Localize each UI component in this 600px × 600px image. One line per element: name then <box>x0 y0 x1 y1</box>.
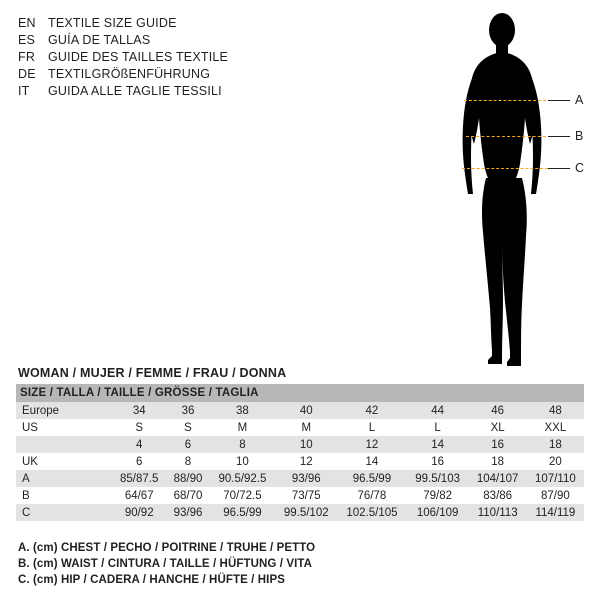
cell: 99.5/102 <box>275 504 337 521</box>
language-code: ES <box>18 33 36 47</box>
cell: 6 <box>112 453 166 470</box>
table-header-cell: SIZE / TALLA / TAILLE / GRÖSSE / TAGLIA <box>16 384 584 402</box>
language-title: TEXTILGRÖßENFÜHRUNG <box>48 67 211 81</box>
cell: 104/107 <box>469 470 527 487</box>
measurement-notes <box>18 540 578 588</box>
cell: 12 <box>337 436 406 453</box>
cell: 8 <box>210 436 276 453</box>
row-label: A <box>16 470 112 487</box>
hip-label: C <box>575 161 585 175</box>
cell: 76/78 <box>337 487 406 504</box>
language-title: GUÍA DE TALLAS <box>48 33 151 47</box>
row-label: Europe <box>16 402 112 419</box>
cell: 83/86 <box>469 487 527 504</box>
row-label: B <box>16 487 112 504</box>
cell: 88/90 <box>166 470 209 487</box>
size-table <box>16 384 584 521</box>
hip-lead-line <box>548 168 570 169</box>
cell: 114/119 <box>527 504 584 521</box>
body-figure <box>430 8 590 368</box>
cell: 64/67 <box>112 487 166 504</box>
waist-measure-line <box>466 136 546 137</box>
cell: 79/82 <box>407 487 469 504</box>
row-label: US <box>16 419 112 436</box>
female-silhouette-icon <box>430 8 590 368</box>
table-row <box>16 487 584 504</box>
cell: L <box>337 419 406 436</box>
language-title: GUIDA ALLE TAGLIE TESSILI <box>48 84 222 98</box>
language-title: TEXTILE SIZE GUIDE <box>48 16 177 30</box>
cell: 70/72.5 <box>210 487 276 504</box>
cell: 20 <box>527 453 584 470</box>
cell: 10 <box>210 453 276 470</box>
cell: 14 <box>407 436 469 453</box>
cell: 44 <box>407 402 469 419</box>
language-code: FR <box>18 50 36 64</box>
note-chest: A. (cm) CHEST / PECHO / POITRINE / TRUHE / PETTO <box>18 542 316 554</box>
cell: XL <box>469 419 527 436</box>
table-row <box>16 419 584 436</box>
cell: 102.5/105 <box>337 504 406 521</box>
cell: 90/92 <box>112 504 166 521</box>
table-row <box>16 402 584 419</box>
language-list <box>18 16 318 101</box>
cell: 106/109 <box>407 504 469 521</box>
cell: 36 <box>166 402 209 419</box>
language-row <box>18 84 318 101</box>
cell: 18 <box>469 453 527 470</box>
language-code: IT <box>18 84 30 98</box>
cell: 16 <box>407 453 469 470</box>
cell: 46 <box>469 402 527 419</box>
cell: 8 <box>166 453 209 470</box>
language-title: GUIDE DES TAILLES TEXTILE <box>48 50 229 64</box>
language-code: EN <box>18 16 36 30</box>
chest-measure-line <box>464 100 546 101</box>
cell: 73/75 <box>275 487 337 504</box>
cell: 48 <box>527 402 584 419</box>
cell: 10 <box>275 436 337 453</box>
cell: 85/87.5 <box>112 470 166 487</box>
table-row <box>16 470 584 487</box>
cell: 34 <box>112 402 166 419</box>
hip-measure-line <box>462 168 548 169</box>
cell: 93/96 <box>166 504 209 521</box>
cell: 14 <box>337 453 406 470</box>
cell: 16 <box>469 436 527 453</box>
cell: M <box>210 419 276 436</box>
cell: 107/110 <box>527 470 584 487</box>
note-hip: C. (cm) HIP / CADERA / HANCHE / HÜFTE / HIPS <box>18 574 286 586</box>
waist-lead-line <box>548 136 570 137</box>
cell: 90.5/92.5 <box>210 470 276 487</box>
note-waist: B. (cm) WAIST / CINTURA / TAILLE / HÜFTUNG / VITA <box>18 558 313 570</box>
cell: 4 <box>112 436 166 453</box>
language-row <box>18 50 318 67</box>
table-row <box>16 504 584 521</box>
cell: 40 <box>275 402 337 419</box>
cell: 68/70 <box>166 487 209 504</box>
table-row <box>16 453 584 470</box>
cell: 38 <box>210 402 276 419</box>
cell: S <box>166 419 209 436</box>
cell: 96.5/99 <box>210 504 276 521</box>
cell: XXL <box>527 419 584 436</box>
row-label: C <box>16 504 112 521</box>
language-row <box>18 16 318 33</box>
cell: L <box>407 419 469 436</box>
table-header-row <box>16 384 584 402</box>
chest-label: A <box>575 93 584 107</box>
cell: M <box>275 419 337 436</box>
table-row <box>16 436 584 453</box>
cell: 110/113 <box>469 504 527 521</box>
cell: 87/90 <box>527 487 584 504</box>
language-code: DE <box>18 67 36 81</box>
cell: 99.5/103 <box>407 470 469 487</box>
cell: 93/96 <box>275 470 337 487</box>
cell: 6 <box>166 436 209 453</box>
chest-lead-line <box>548 100 570 101</box>
cell: 42 <box>337 402 406 419</box>
language-row <box>18 33 318 50</box>
cell: 12 <box>275 453 337 470</box>
cell: 96.5/99 <box>337 470 406 487</box>
row-label <box>16 436 112 453</box>
waist-label: B <box>575 129 584 143</box>
language-row <box>18 67 318 84</box>
section-title: WOMAN / MUJER / FEMME / FRAU / DONNA <box>18 366 287 380</box>
cell: S <box>112 419 166 436</box>
row-label: UK <box>16 453 112 470</box>
cell: 18 <box>527 436 584 453</box>
